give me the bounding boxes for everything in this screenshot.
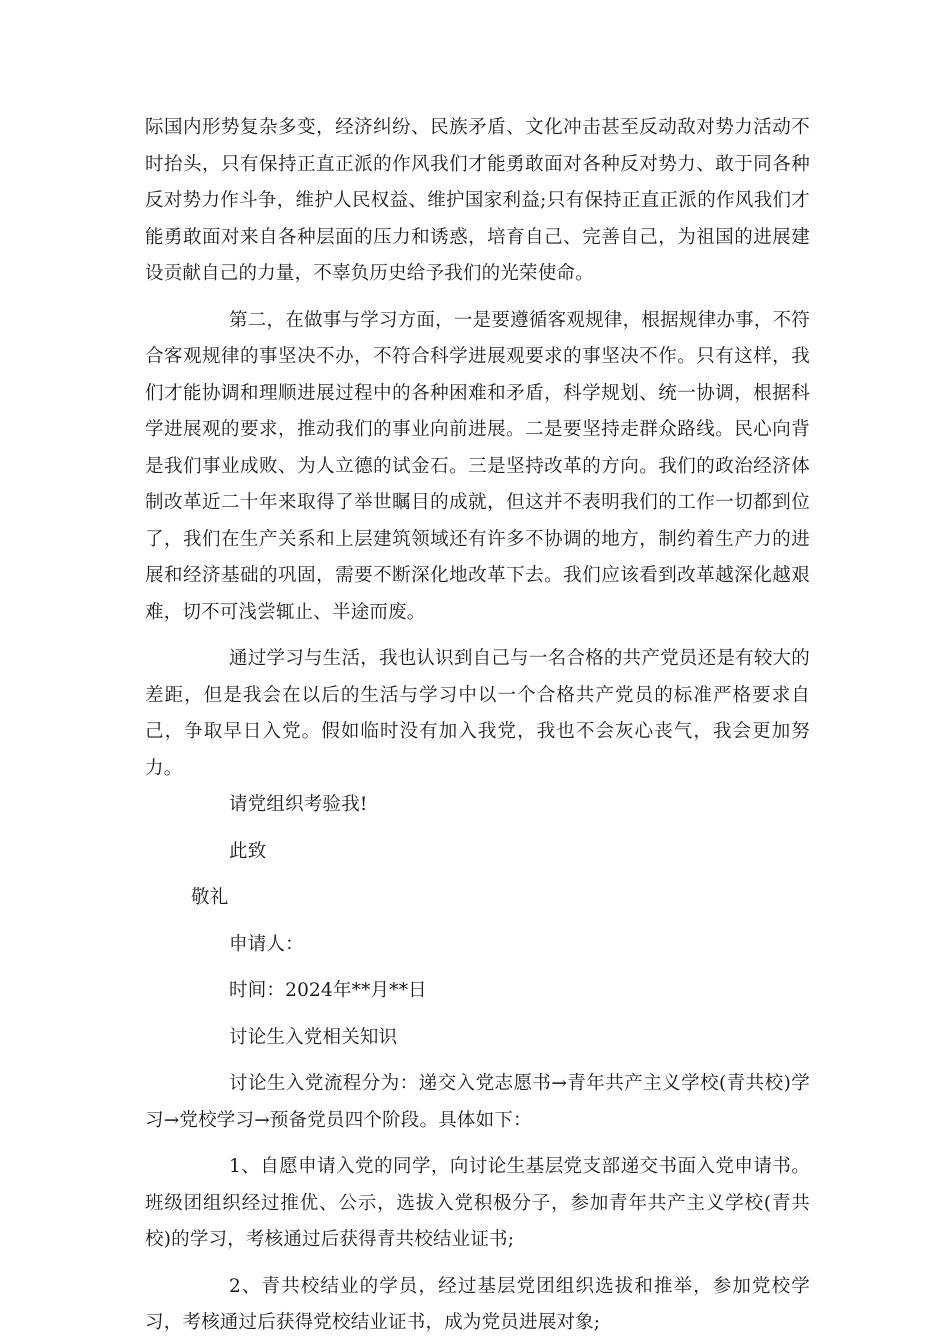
closing-request: 请党组织考验我!	[229, 794, 368, 815]
applicant-signature-line: 申请人：	[229, 933, 304, 955]
paragraph-continuation: 际国内形势复杂多变，经济纠纷、民族矛盾、文化冲击甚至反动敌对势力活动不时抬头，只有保持正直正派的作风我们才能勇敢面对各种反对势力、敢于同各种反对势力作斗争，维护人民权益、维护国家利益;只有保持正直正派的作风我们才能勇敢面对来自各种层面的压力和诱惑，培育自己、完善自己，为祖国的进展建设贡献自己的力量，不辜负历史给予我们的光荣使命。	[145, 117, 810, 284]
closing-salutation-1: 此致	[229, 840, 267, 862]
section-title: 讨论生入党相关知识	[229, 1026, 398, 1048]
closing-salutation-2: 敬礼	[191, 887, 229, 908]
section-paragraph-step-1: 1、自愿申请入党的同学，向讨论生基层党支部递交书面入党申请书。班级团组织经过推优、公示，选拔入党积极分子，参加青年共产主义学校(青共校)的学习，考核通过后获得青共校结业证书;	[145, 1156, 810, 1250]
date-line: 时间：2024年**月**日	[229, 980, 427, 1001]
section-paragraph-step-2: 2、青共校结业的学员，经过基层党团组织选拔和推举，参加党校学习，考核通过后获得党校结业证书，成为党员进展对象;	[145, 1275, 810, 1333]
document-body	[145, 110, 810, 1342]
paragraph-second-point: 第二，在做事与学习方面，一是要遵循客观规律，根据规律办事，不符合客观规律的事坚决不办，不符合科学进展观要求的事坚决不作。只有这样，我们才能协调和理顺进展过程中的各种困难和矛盾，科学规划、统一协调，根据科学进展观的要求，推动我们的事业向前进展。二是要坚持走群众路线。民心向背是我们事业成败、为人立德的试金石。三是坚持改革的方向。我们的政治经济体制改革近二十年来取得了举世瞩目的成就，但这并不表明我们的工作一切都到位了，我们在生产关系和上层建筑领域还有许多不协调的地方，制约着生产力的进展和经济基础的巩固，需要不断深化地改革下去。我们应该看到改革越深化越艰难，切不可浅尝辄止、半途而废。	[145, 309, 810, 623]
section-paragraph-process: 讨论生入党流程分为：递交入党志愿书→青年共产主义学校(青共校)学习→党校学习→预备党员四个阶段。具体如下：	[145, 1073, 810, 1131]
paragraph-self-reflection: 通过学习与生活，我也认识到自己与一名合格的共产党员还是有较大的差距，但是我会在以后的生活与学习中以一个合格共产党员的标准严格要求自己，争取早日入党。假如临时没有加入我党，我也不会灰心丧气，我会更加努力。	[145, 648, 810, 779]
